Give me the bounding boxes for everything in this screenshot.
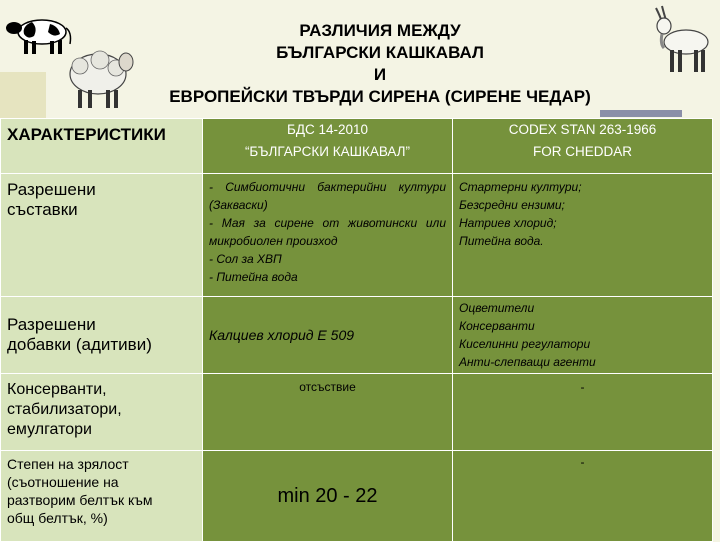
- header-bds-line: “БЪЛГАРСКИ КАШКАВАЛ”: [244, 144, 411, 159]
- cell-text: Калциев хлорид Е 509: [209, 327, 355, 343]
- table-row: [1, 297, 713, 374]
- row-label-line: Консерванти,: [7, 381, 107, 398]
- row-label-line: емулгатори: [7, 421, 92, 438]
- header-bds-line: БДС 14-2010: [286, 122, 369, 137]
- cell-line: - Питейна вода: [209, 270, 298, 284]
- codex-cell: [453, 174, 713, 297]
- row-label-line: Степен на зрялост: [7, 456, 129, 472]
- bds-cell: [203, 451, 453, 542]
- row-label: [1, 374, 203, 451]
- row-label-line: (съотношение на: [7, 474, 119, 490]
- row-label-line: общ белтък, %): [7, 510, 108, 526]
- header-bds: [203, 119, 453, 174]
- row-label-line: разтворим белтък към: [7, 492, 153, 508]
- bds-cell: [203, 174, 453, 297]
- cell-line: Консерванти: [459, 319, 535, 333]
- codex-cell: [453, 297, 713, 374]
- cell-line: Безсредни ензими;: [459, 198, 565, 212]
- comparison-table: [0, 118, 713, 542]
- title-line: ЕВРОПЕЙСКИ ТВЪРДИ СИРЕНА (СИРЕНЕ ЧЕДАР): [169, 87, 591, 106]
- codex-cell: [453, 451, 713, 542]
- cell-line: Питейна вода.: [459, 234, 544, 248]
- row-label: [1, 297, 203, 374]
- row-label-line: Разрешени: [7, 180, 96, 199]
- codex-cell: [453, 374, 713, 451]
- cell-text: min 20 - 22: [277, 484, 378, 507]
- cell-line: Натриев хлорид;: [459, 216, 557, 230]
- cell-line: Стартерни култури;: [459, 180, 582, 194]
- cell-line: - Симбиотични бактерийни култури (Закваски): [209, 180, 446, 212]
- cell-line: Киселинни регулатори: [459, 337, 591, 351]
- row-label-line: стабилизатори,: [7, 401, 122, 418]
- bds-cell: [203, 297, 453, 374]
- decorative-block: [0, 72, 46, 122]
- table-header-row: [1, 119, 713, 174]
- table-row: [1, 374, 713, 451]
- row-label-line: съставки: [7, 200, 78, 219]
- header-codex-line: FOR CHEDDAR: [532, 144, 632, 159]
- row-label: [1, 451, 203, 542]
- row-label-line: Разрешени: [7, 315, 96, 334]
- row-label-line: добавки (адитиви): [7, 335, 152, 354]
- cell-line: Анти-слепващи агенти: [459, 355, 596, 369]
- title-line: БЪЛГАРСКИ КАШКАВАЛ: [276, 43, 484, 62]
- title-line: И: [373, 65, 387, 84]
- row-label: [1, 174, 203, 297]
- cell-text: -: [580, 380, 585, 394]
- title-line: РАЗЛИЧИЯ МЕЖДУ: [299, 21, 461, 40]
- cell-line: Оцветители: [459, 301, 535, 315]
- table-row: [1, 174, 713, 297]
- page-title: [90, 20, 670, 108]
- bds-cell: [203, 374, 453, 451]
- title-underline-bar: [600, 110, 682, 117]
- table-row: [1, 451, 713, 542]
- cell-text: -: [580, 455, 585, 469]
- cell-line: - Мая за сирене от животински или микробиолен произход: [209, 216, 446, 248]
- header-codex: [453, 119, 713, 174]
- cell-line: - Сол за ХВП: [209, 252, 282, 266]
- cell-text: отсъствие: [299, 380, 356, 394]
- header-characteristics: ХАРАКТЕРИСТИКИ: [1, 119, 203, 174]
- header-codex-line: CODEX STAN 263-1966: [508, 122, 657, 137]
